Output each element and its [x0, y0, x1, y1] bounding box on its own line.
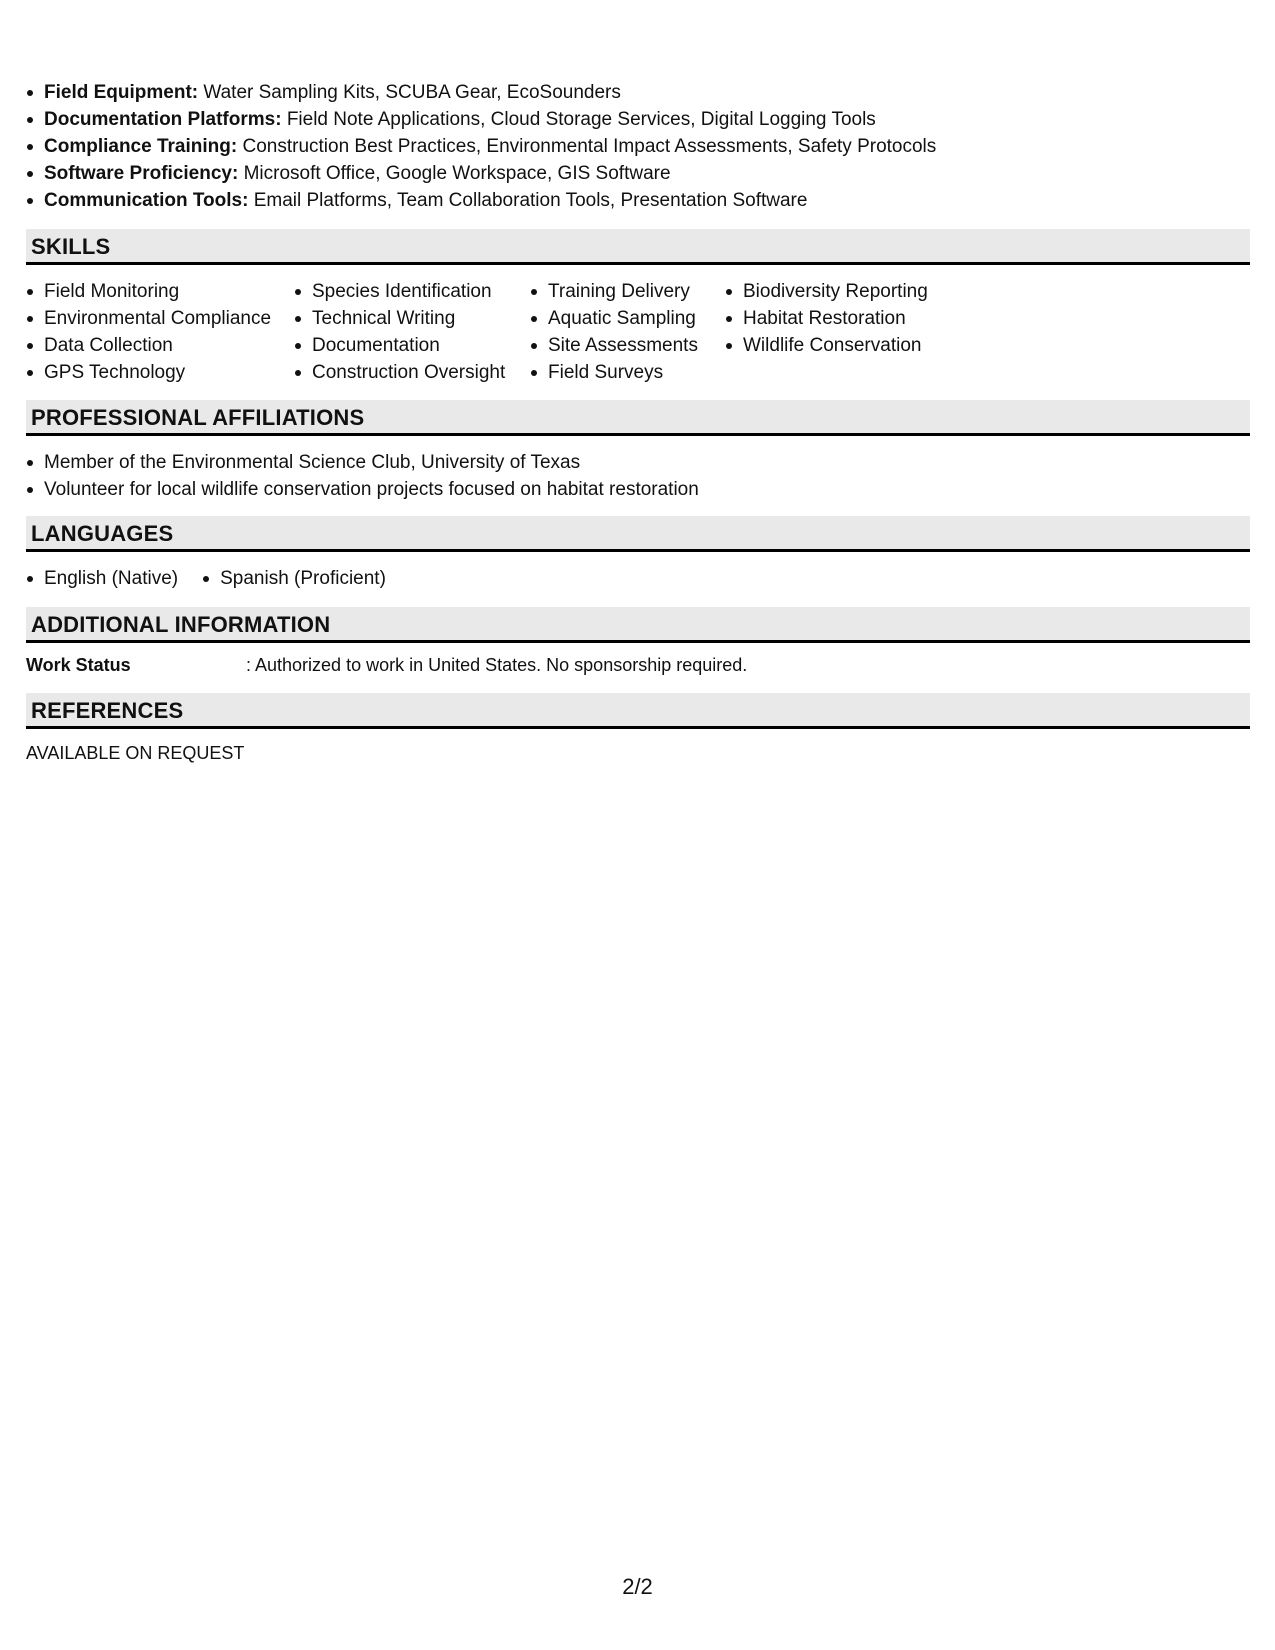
languages-section-header — [26, 516, 1250, 552]
tools-item-label: Documentation Platforms: — [44, 109, 282, 130]
skill-item: Field Surveys — [530, 359, 725, 386]
references-section-title: REFERENCES — [31, 698, 184, 723]
tools-item-text: Email Platforms, Team Collaboration Tools, Presentation Software — [253, 190, 808, 211]
tools-item — [26, 106, 936, 133]
skills-column — [530, 278, 725, 386]
tools-item — [26, 79, 936, 106]
skill-item: Documentation — [294, 332, 530, 359]
skill-item: Data Collection — [26, 332, 294, 359]
skills-grid — [26, 278, 945, 386]
language-item: Spanish (Proficient) — [202, 565, 386, 592]
skill-item: Species Identification — [294, 278, 530, 305]
tools-item-label: Compliance Training: — [44, 136, 238, 157]
tools-item — [26, 160, 936, 187]
skills-section-title: SKILLS — [31, 234, 111, 259]
skill-item: Field Monitoring — [26, 278, 294, 305]
skill-item: Construction Oversight — [294, 359, 530, 386]
skill-item: Habitat Restoration — [725, 305, 945, 332]
skills-column — [294, 278, 530, 386]
affiliations-list — [26, 449, 699, 503]
tools-item — [26, 187, 936, 214]
skill-item: GPS Technology — [26, 359, 294, 386]
tools-list — [26, 79, 936, 214]
skill-item: Aquatic Sampling — [530, 305, 725, 332]
work-status-label: Work Status — [26, 655, 131, 675]
skills-section-header — [26, 229, 1250, 265]
tools-item-label: Communication Tools: — [44, 190, 249, 211]
affiliation-item: Volunteer for local wildlife conservation projects focused on habitat restoration — [26, 476, 699, 503]
tools-item-text: Water Sampling Kits, SCUBA Gear, EcoSounders — [203, 82, 621, 103]
skill-item: Wildlife Conservation — [725, 332, 945, 359]
skill-item: Environmental Compliance — [26, 305, 294, 332]
additional-info-section-header — [26, 607, 1250, 643]
tools-item-label: Field Equipment: — [44, 82, 199, 103]
skill-item: Technical Writing — [294, 305, 530, 332]
language-item: English (Native) — [26, 565, 178, 592]
references-section-header — [26, 693, 1250, 729]
affiliation-item: Member of the Environmental Science Club, University of Texas — [26, 449, 699, 476]
references-text: AVAILABLE ON REQUEST — [26, 743, 245, 763]
languages-section-title: LANGUAGES — [31, 521, 174, 546]
tools-item — [26, 133, 936, 160]
skill-item: Training Delivery — [530, 278, 725, 305]
affiliations-section-title: PROFESSIONAL AFFILIATIONS — [31, 405, 365, 430]
tools-item-text: Construction Best Practices, Environmental Impact Assessments, Safety Protocols — [242, 136, 937, 157]
work-status-row — [26, 652, 747, 678]
additional-info-section-title: ADDITIONAL INFORMATION — [31, 612, 331, 637]
tools-item-text: Microsoft Office, Google Workspace, GIS Software — [243, 163, 671, 184]
page-number: 2/2 — [622, 1574, 653, 1599]
languages-list — [26, 565, 410, 592]
tools-item-label: Software Proficiency: — [44, 163, 239, 184]
skills-column — [26, 278, 294, 386]
skills-column — [725, 278, 945, 386]
tools-item-text: Field Note Applications, Cloud Storage Services, Digital Logging Tools — [286, 109, 876, 130]
skill-item: Site Assessments — [530, 332, 725, 359]
affiliations-section-header — [26, 400, 1250, 436]
work-status-value: : Authorized to work in United States. No sponsorship required. — [246, 655, 748, 675]
skill-item: Biodiversity Reporting — [725, 278, 945, 305]
